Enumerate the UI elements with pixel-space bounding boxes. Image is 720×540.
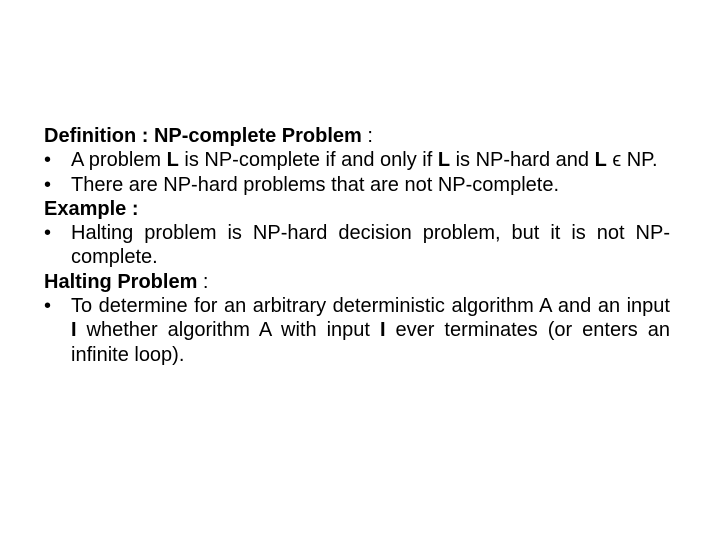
bullet-text: Halting problem is NP-hard decision problem, but it is not NP-complete. bbox=[71, 222, 670, 269]
halting-heading-line bbox=[44, 270, 670, 294]
bullet-item bbox=[44, 221, 670, 270]
bullet-text-bold: I bbox=[71, 319, 77, 342]
bullet-text-bold: L bbox=[166, 149, 179, 172]
bullet-text-bold: L bbox=[437, 149, 451, 172]
bullet-text: A problem bbox=[71, 149, 167, 172]
bullet-icon: • bbox=[44, 295, 52, 318]
bullet-text: whether algorithm A with input bbox=[76, 319, 380, 342]
definition-heading: Definition : NP-complete Problem bbox=[44, 125, 362, 147]
definition-heading-line bbox=[44, 124, 670, 148]
bullet-icon: • bbox=[44, 149, 52, 172]
example-heading: Example : bbox=[44, 197, 139, 220]
definition-heading-suffix: : bbox=[361, 125, 373, 147]
bullet-item bbox=[44, 148, 670, 172]
bullet-text: ever terminates (or enters an infinite loop). bbox=[71, 319, 670, 366]
bullet-item bbox=[44, 294, 670, 367]
halting-heading: Halting Problem bbox=[44, 270, 198, 293]
bullet-text-bold: L bbox=[594, 149, 607, 172]
bullet-text: To determine for an arbitrary deterministic algorithm A and an input bbox=[71, 295, 670, 318]
slide-body bbox=[44, 124, 670, 367]
bullet-icon: • bbox=[44, 173, 52, 196]
bullet-icon: • bbox=[44, 222, 52, 245]
halting-heading-suffix: : bbox=[197, 270, 209, 293]
bullet-text: ϵ NP. bbox=[606, 149, 658, 172]
bullet-text-bold: I bbox=[379, 319, 386, 342]
bullet-text: is NP-complete if and only if bbox=[178, 149, 438, 172]
example-heading-line bbox=[44, 197, 670, 221]
bullet-text: There are NP-hard problems that are not NP-complete. bbox=[71, 173, 559, 196]
bullet-text: is NP-hard and bbox=[450, 149, 595, 172]
bullet-item bbox=[44, 173, 670, 197]
